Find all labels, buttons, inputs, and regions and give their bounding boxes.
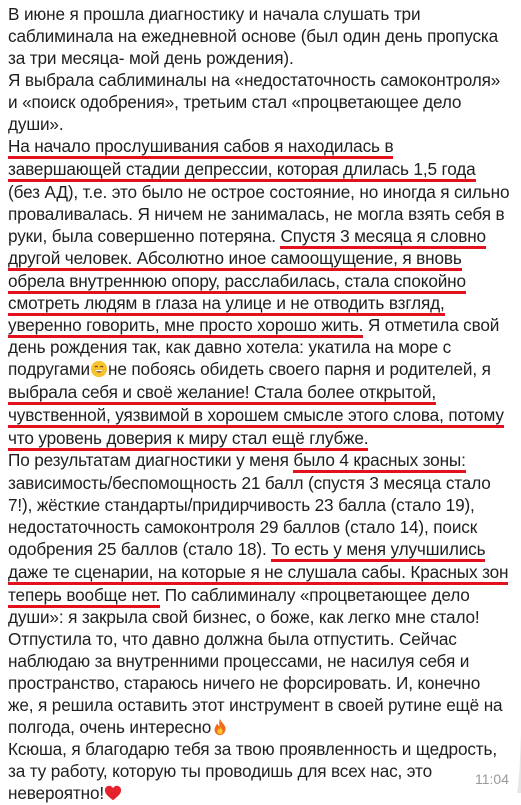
highlighted-text: завершающей стадии депрессии, которая длилась 1,5 года [8, 159, 476, 182]
highlighted-text: Спустя 3 месяца я словно [280, 226, 486, 249]
message-line: души». [8, 114, 64, 134]
message-line: и «поиск одобрения», третьим стал «процветающее дело [8, 92, 462, 112]
red-heart-emoji [104, 784, 122, 802]
bubble-tail-shadow [507, 733, 521, 793]
message-line: наблюдаю за внутренними процессами, не насилуя себя и [8, 651, 470, 671]
highlighted-text: что уровень доверия к миру стал ещё глубже. [8, 428, 368, 451]
message-line: саблиминала на ежедневной основе (был один день пропуска [8, 26, 499, 46]
highlighted-text: было 4 красных зоны: [293, 450, 465, 473]
highlighted-text: уверенно говорить, мне просто хорошо жить. [8, 315, 363, 338]
message-line: По результатам диагностики у меня [8, 450, 294, 470]
message-line: не побоясь обидеть своего парня и родителей, я [108, 359, 491, 379]
message-line: Отпустила то, что давно должна была отпустить. Сейчас [8, 629, 457, 649]
message-line: невероятно! [8, 783, 105, 803]
highlighted-text: То есть у меня улучшились [271, 539, 485, 562]
message-line: души»: я закрыла свой бизнес, о боже, как легко мне стало! [8, 607, 480, 627]
highlighted-text: обрела внутреннюю опору, расслабилась, стала спокойно [8, 271, 466, 294]
highlighted-text: На начало прослушивания сабов я находилась в [8, 136, 393, 159]
message-line: за ту работу, которую ты проводишь для всех нас, это [8, 761, 432, 781]
highlighted-text: даже те сценарии, на которые я не слушала сабы. Красных зон [8, 562, 508, 585]
message-line: за три месяца- мой день рождения). [8, 48, 294, 68]
message-line: проваливалась. Я ничем не занималась, не могла взять себя в [8, 204, 505, 224]
highlighted-text: теперь вообще нет. [8, 585, 160, 608]
message-line: 7!), жёсткие стандарты/придирчивость 23 балла (стало 19), [8, 495, 475, 515]
message-line: Ксюша, я благодарю тебя за твою проявленность и щедрость, [8, 739, 497, 759]
message-line: В июне я прошла диагностику и начала слушать три [8, 4, 421, 24]
message-line: недостаточность самоконтроля 29 баллов (стало 14), поиск [8, 517, 478, 537]
message-line: По саблиминалу «процветающее дело [160, 585, 470, 605]
fire-emoji [211, 718, 229, 736]
message-line: подругами [8, 359, 90, 379]
message-timestamp: 11:04 [475, 771, 509, 787]
message-line: руки, была совершенно потеряна. [8, 226, 281, 246]
message-line: Я отметила свой [363, 315, 500, 335]
message-line: день рождения так, как давно хотела: укатила на море с [8, 337, 452, 357]
message-line: (без АД), т.е. это было не острое состояние, но иногда я сильно [8, 182, 510, 202]
message-line: одобрения 25 баллов (стало 18). [8, 539, 272, 559]
highlighted-text: чувственной, уязвимой в хорошем смысле этого слова, потому [8, 405, 504, 428]
message-line: Я выбрала саблиминалы на «недостаточность самоконтроля» [8, 70, 501, 90]
highlighted-text: выбрала себя и своё желание! Стала более открытой, [8, 382, 436, 405]
message-line: же, я решила оставить этот инструмент в своей рутине ещё на [8, 695, 503, 715]
grinning-face-emoji [90, 360, 108, 378]
message-line: зависимость/беспомощность 21 балл (спустя 3 месяца стало [8, 473, 491, 493]
message-line: пространство, стараюсь ничего не форсировать. И, конечно [8, 673, 481, 693]
message-line: полгода, очень интересно [8, 717, 212, 737]
highlighted-text: смотреть людям в глаза на улице и не отводить взгляд, [8, 293, 445, 316]
highlighted-text: другой человек. Абсолютно иное самоощущение, я вновь [8, 248, 462, 271]
